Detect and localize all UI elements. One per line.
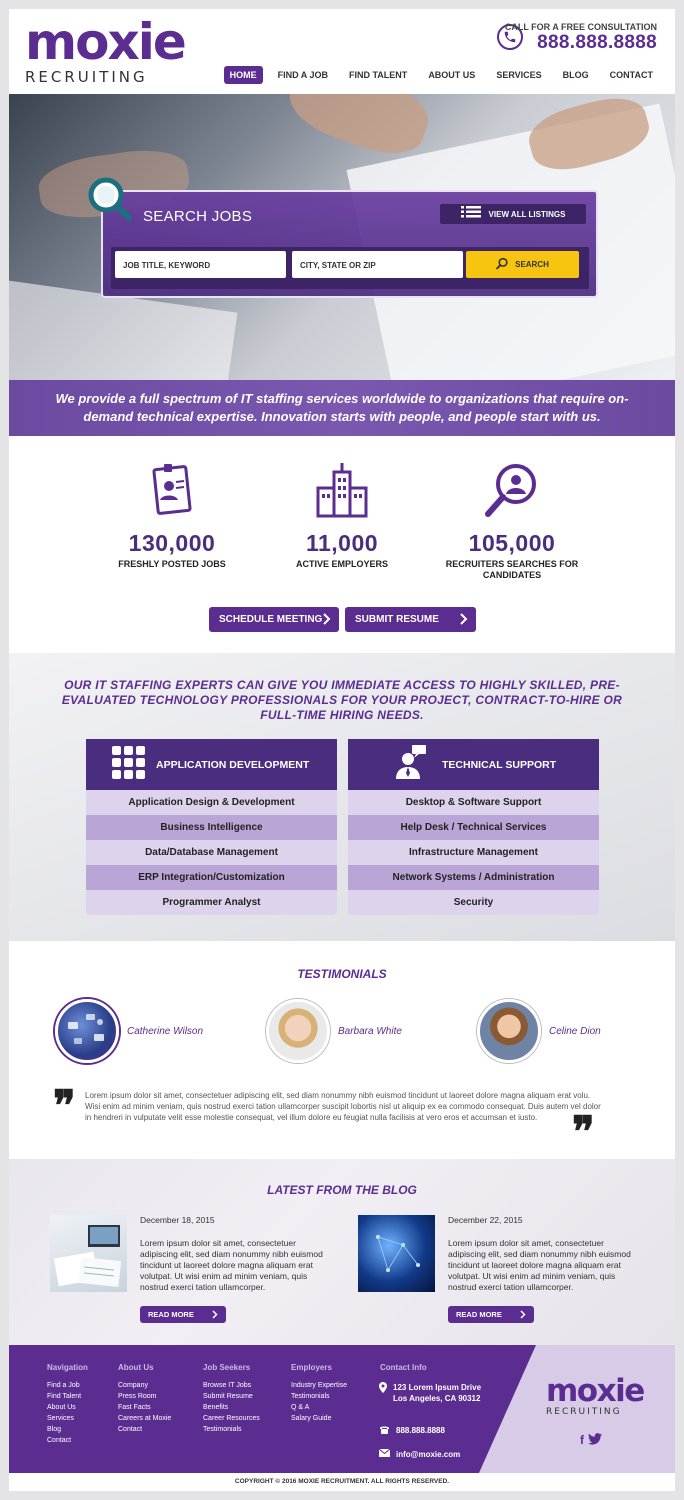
chevron-right-icon xyxy=(212,1310,218,1321)
service-title: TECHNICAL SUPPORT xyxy=(442,758,557,771)
service-item[interactable]: Programmer Analyst xyxy=(86,890,337,915)
post-excerpt: Lorem ipsum dolor sit amet, consectetuer adipiscing elit, sed diam nonummy nibh euismod tincidunt ut laoreet dolore magna aliquam erat volutpat. Ut wisi enim ad minim veniam, quis nostrud exerci tation ullamcorper. xyxy=(448,1238,631,1292)
stat-searches-value: 105,000 xyxy=(468,530,556,556)
service-column-app-dev xyxy=(86,739,337,915)
footer-link[interactable]: Find Talent xyxy=(47,1393,82,1400)
testimonial-name: Catherine Wilson xyxy=(127,1025,204,1037)
stat-jobs-value: 130,000 xyxy=(128,530,216,556)
footer-address xyxy=(379,1382,481,1404)
footer-link[interactable]: Testimonials xyxy=(291,1393,330,1400)
testimonial-name: Celine Dion xyxy=(549,1025,601,1037)
footer-link[interactable]: Testimonials xyxy=(203,1426,242,1433)
testimonials-section xyxy=(9,941,675,1159)
footer-link[interactable]: Fast Facts xyxy=(118,1404,151,1411)
blog-section xyxy=(9,1159,675,1345)
phone-box[interactable] xyxy=(497,22,657,52)
twitter-icon[interactable] xyxy=(588,1433,602,1448)
main-nav xyxy=(224,66,659,84)
footer-phone-number: 888.888.8888 xyxy=(396,1426,445,1435)
footer-link[interactable]: Submit Resume xyxy=(203,1393,253,1400)
footer xyxy=(9,1345,675,1473)
map-pin-icon xyxy=(379,1382,387,1396)
footer-column-about xyxy=(118,1363,171,1435)
schedule-meeting-label: SCHEDULE MEETING xyxy=(219,614,323,625)
footer-column-job-seekers xyxy=(203,1363,260,1435)
building-icon xyxy=(312,460,372,520)
avatar xyxy=(266,999,330,1063)
candidate-search-icon xyxy=(482,460,542,520)
footer-contact xyxy=(380,1363,427,1380)
phone-number[interactable]: 888.888.8888 xyxy=(537,32,657,53)
stat-employers-value: 11,000 xyxy=(305,530,379,556)
post-excerpt: Lorem ipsum dolor sit amet, consectetuer adipiscing elit, sed diam nonummy nibh euismod tincidunt ut laoreet dolore magna aliquam erat volutpat. Ut wisi enim ad minim veniam, quis nostrud exerci tation ullamcorper. xyxy=(140,1238,323,1292)
stat-employers xyxy=(267,460,417,570)
footer-column-title: Contact Info xyxy=(380,1363,427,1372)
view-all-label: VIEW ALL LISTINGS xyxy=(488,209,566,219)
read-more-button[interactable] xyxy=(448,1306,534,1323)
resume-document-icon xyxy=(142,460,202,520)
avatar xyxy=(477,999,541,1063)
footer-logo-sub: RECRUITING xyxy=(546,1407,622,1417)
footer-link[interactable]: Benefits xyxy=(203,1404,229,1411)
logo[interactable] xyxy=(25,13,185,86)
footer-email[interactable] xyxy=(379,1449,460,1460)
footer-column-employers xyxy=(291,1363,347,1424)
stats-section xyxy=(9,436,675,653)
post-date: December 18, 2015 xyxy=(140,1215,215,1225)
schedule-meeting-button[interactable] xyxy=(209,607,339,632)
post-thumbnail[interactable] xyxy=(358,1215,435,1292)
nav-find-a-job[interactable]: FIND A JOB xyxy=(277,70,328,80)
stat-jobs xyxy=(97,460,247,570)
search-title: SEARCH JOBS xyxy=(143,208,253,225)
search-panel xyxy=(101,190,598,298)
service-item[interactable]: Help Desk / Technical Services xyxy=(348,815,599,840)
footer-link[interactable]: Contact xyxy=(118,1426,143,1433)
service-item[interactable]: Security xyxy=(348,890,599,915)
search-icon xyxy=(496,257,509,272)
footer-link[interactable]: Q & A xyxy=(291,1404,310,1411)
email-icon xyxy=(379,1449,390,1460)
service-item[interactable]: Application Design & Development xyxy=(86,790,337,815)
footer-link[interactable]: Salary Guide xyxy=(291,1415,332,1422)
nav-about-us[interactable]: ABOUT US xyxy=(428,70,476,80)
footer-link[interactable]: Press Room xyxy=(118,1393,157,1400)
footer-link[interactable]: Browse IT Jobs xyxy=(203,1382,252,1389)
read-more-button[interactable] xyxy=(140,1306,226,1323)
service-item[interactable]: Network Systems / Administration xyxy=(348,865,599,890)
footer-link[interactable]: Company xyxy=(118,1382,148,1389)
footer-column-title: Job Seekers xyxy=(203,1363,251,1372)
footer-link[interactable]: Career Resources xyxy=(203,1415,260,1422)
nav-home[interactable]: HOME xyxy=(224,66,263,84)
avatar xyxy=(55,999,119,1063)
footer-logo-word: moxie xyxy=(546,1373,644,1409)
footer-column-title: Navigation xyxy=(47,1363,88,1372)
service-header xyxy=(86,739,337,790)
service-item[interactable]: ERP Integration/Customization xyxy=(86,865,337,890)
footer-link[interactable]: Industry Expertise xyxy=(291,1382,348,1389)
service-item[interactable]: Desktop & Software Support xyxy=(348,790,599,815)
footer-link[interactable]: About Us xyxy=(47,1404,76,1411)
testimonial-name: Barbara White xyxy=(338,1025,402,1037)
read-more-label: READ MORE xyxy=(148,1310,194,1319)
blog-post xyxy=(358,1215,648,1335)
post-date: December 22, 2015 xyxy=(448,1215,523,1225)
footer-column-navigation xyxy=(47,1363,88,1446)
address-line-1: 123 Lorem Ipsum Drive xyxy=(393,1383,482,1392)
logo-word: moxie xyxy=(25,13,185,71)
support-agent-icon xyxy=(394,745,430,784)
magnifier-icon xyxy=(88,177,132,221)
chevron-right-icon xyxy=(323,613,331,628)
nav-blog[interactable]: BLOG xyxy=(562,70,589,80)
services-section xyxy=(9,653,675,941)
service-column-tech-support xyxy=(348,739,599,915)
submit-resume-label: SUBMIT RESUME xyxy=(355,614,439,625)
address-line-2: Los Angeles, CA 90312 xyxy=(393,1394,481,1403)
footer-link[interactable]: Blog xyxy=(47,1426,62,1433)
footer-link[interactable]: Services xyxy=(47,1415,74,1422)
social-links xyxy=(580,1433,602,1448)
stat-employers-label: ACTIVE EMPLOYERS xyxy=(295,559,388,569)
footer-logo[interactable] xyxy=(546,1373,646,1417)
testimonial-quote: Lorem ipsum dolor sit amet, consectetuer adipiscing elit, sed diam nonummy nibh euismod tincidunt ut laoreet dolore magna aliquam erat volu. Wisi enim ad minim veniam, quis nostrud exerci tation ullamcorper suscipit lobortis nisl ut aliquip ex ea commodo consequat. Duis autem vel dolor in hendreri in vulputate velit esse molestie consequat, vel illum dolore eu feugiat nulla facilisis at vero eros et accumsan et iusto. xyxy=(85,1091,601,1122)
submit-resume-button[interactable] xyxy=(345,607,476,632)
footer-link[interactable]: Contact xyxy=(47,1437,72,1444)
testimonials-title: TESTIMONIALS xyxy=(297,967,387,981)
open-quote-icon: ❞ xyxy=(53,1081,76,1130)
header xyxy=(9,9,675,94)
stat-searches-label: RECRUITERS SEARCHES FOR CANDIDATES xyxy=(445,559,579,580)
nav-services[interactable]: SERVICES xyxy=(496,70,542,80)
mission-banner xyxy=(9,380,675,436)
copyright: COPYRIGHT © 2016 MOXIE RECRUITMENT. ALL RIGHTS RESERVED. xyxy=(9,1473,675,1491)
search-button[interactable] xyxy=(466,251,579,278)
read-more-label: READ MORE xyxy=(456,1310,502,1319)
footer-column-title: About Us xyxy=(118,1363,154,1372)
footer-column-title: Employers xyxy=(291,1363,332,1372)
chevron-right-icon xyxy=(520,1310,526,1321)
logo-sub: RECRUITING xyxy=(25,68,148,86)
stat-jobs-label: FRESHLY POSTED JOBS xyxy=(118,559,226,569)
location-input[interactable]: CITY, STATE OR ZIP xyxy=(292,251,463,278)
search-form xyxy=(111,247,589,289)
facebook-icon[interactable]: f xyxy=(580,1433,584,1447)
mission-text: We provide a full spectrum of IT staffing services worldwide to organizations that require on-demand technical expertise. Innovation starts with people, and people start with us. xyxy=(55,391,629,424)
chevron-right-icon xyxy=(460,613,468,628)
footer-link[interactable]: Careers at Moxie xyxy=(118,1415,172,1422)
keyword-input[interactable]: JOB TITLE, KEYWORD xyxy=(115,251,286,278)
service-title: APPLICATION DEVELOPMENT xyxy=(156,758,310,771)
post-thumbnail[interactable] xyxy=(50,1215,127,1292)
blog-post xyxy=(50,1215,340,1335)
footer-phone[interactable] xyxy=(379,1425,445,1437)
phone-icon xyxy=(379,1425,390,1437)
service-item[interactable]: Data/Database Management xyxy=(86,840,337,865)
service-item[interactable]: Business Intelligence xyxy=(86,815,337,840)
nav-contact[interactable]: CONTACT xyxy=(609,70,653,80)
testimonial-person[interactable] xyxy=(266,998,402,1064)
service-item[interactable]: Infrastructure Management xyxy=(348,840,599,865)
hero-image xyxy=(9,94,675,380)
view-all-listings-button[interactable] xyxy=(440,204,586,224)
search-button-label: SEARCH xyxy=(515,260,549,269)
footer-email-address: info@moxie.com xyxy=(396,1450,461,1459)
stat-searches xyxy=(437,460,587,581)
app-grid-icon xyxy=(112,746,146,783)
testimonial-person[interactable] xyxy=(55,998,203,1064)
page xyxy=(9,9,675,1491)
call-label: CALL FOR A FREE CONSULTATION xyxy=(504,22,657,32)
blog-title: LATEST FROM THE BLOG xyxy=(267,1183,417,1197)
footer-link[interactable]: Find a Job xyxy=(47,1382,80,1389)
list-icon xyxy=(461,205,481,223)
testimonial-person[interactable] xyxy=(477,998,601,1064)
services-heading: OUR IT STAFFING EXPERTS CAN GIVE YOU IMMEDIATE ACCESS TO HIGHLY SKILLED, PRE-EVALUATED TECHNOLOGY PROFESSIONALS FOR YOUR PROJECT, CONTRACT-TO-HIRE OR FULL-TIME HIRING NEEDS. xyxy=(61,678,623,722)
service-header xyxy=(348,739,599,790)
nav-find-talent[interactable]: FIND TALENT xyxy=(348,70,408,80)
close-quote-icon: ❞ xyxy=(572,1107,595,1156)
